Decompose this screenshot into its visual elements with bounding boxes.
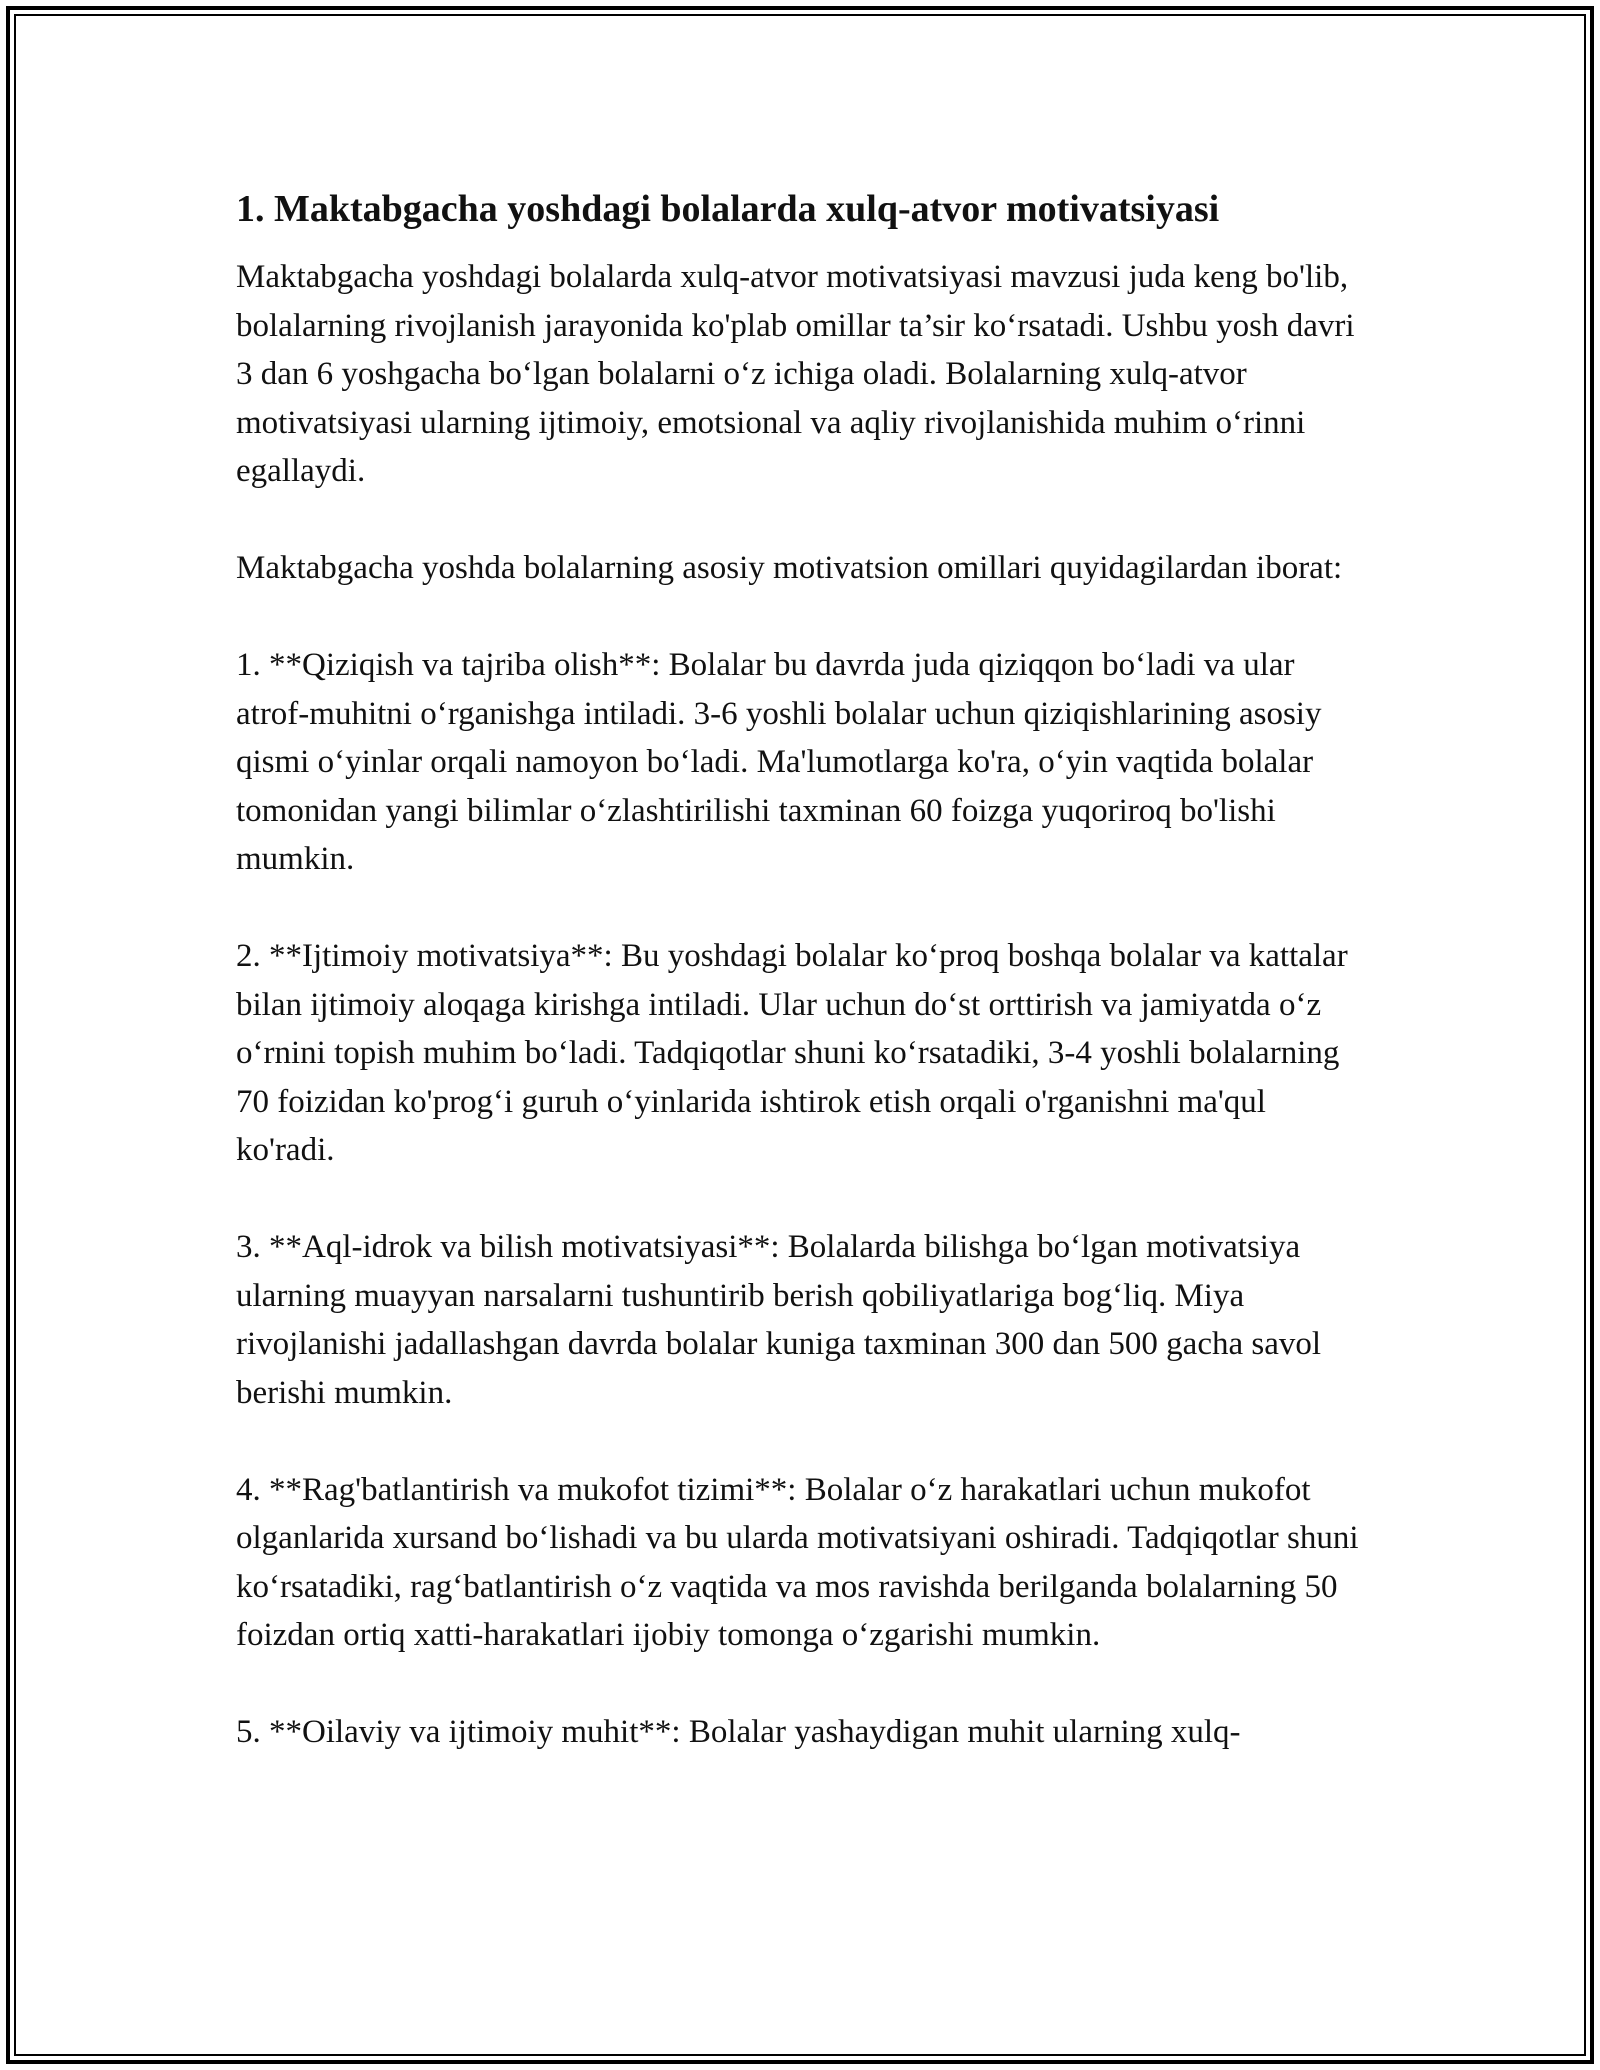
section-heading: 1. Maktabgacha yoshdagi bolalarda xulq-atvor motivatsiyasi — [236, 188, 1220, 230]
paragraph-item-1: 1. **Qiziqish va tajriba olish**: Bolalar bu davrda juda qiziqqon bo‘ladi va ular atrof-muhitni o‘rganishga intiladi. 3-6 yoshli bolalar uchun qiziqishlarining asosiy qismi o‘yinlar orqali namoyon bo‘ladi. Ma'lumotlarga ko'ra, o‘yin vaqtida bolalar tomonidan yangi bilimlar o‘zlashtirilishi taxminan 60 foizga yuqoriroq bo'lishi mumkin. — [236, 647, 1322, 877]
document-body — [236, 185, 1366, 1805]
paragraph-factors-intro: Maktabgacha yoshda bolalarning asosiy motivatsion omillari quyidagilardan iborat: — [236, 550, 1343, 586]
paragraph-item-3: 3. **Aql-idrok va bilish motivatsiyasi**: Bolalarda bilishga bo‘lgan motivatsiya ularning muayyan narsalarni tushuntirib berish qobiliyatlariga bog‘liq. Miya rivojlanishi jadallashgan davrda bolalar kuniga taxminan 300 dan 500 gacha savol berishi mumkin. — [236, 1229, 1322, 1411]
paragraph-item-2: 2. **Ijtimoiy motivatsiya**: Bu yoshdagi bolalar ko‘proq boshqa bolalar va kattalar bilan ijtimoiy aloqaga kirishga intiladi. Ular uchun do‘st orttirish va jamiyatda o‘z o‘rnini topish muhim bo‘ladi. Tadqiqotlar shuni ko‘rsatadiki, 3-4 yoshli bolalarning 70 foizidan ko'prog‘i guruh o‘yinlarida ishtirok etish orqali o'rganishni ma'qul ko'radi. — [236, 938, 1348, 1168]
paragraph-item-5: 5. **Oilaviy va ijtimoiy muhit**: Bolalar yashaydigan muhit ularning xulq- — [236, 1714, 1241, 1750]
paragraph-item-4: 4. **Rag'batlantirish va mukofot tizimi**: Bolalar o‘z harakatlari uchun mukofot olganlarida xursand bo‘lishadi va bu ularda motivatsiyani oshiradi. Tadqiqotlar shuni ko‘rsatadiki, rag‘batlantirish o‘z vaqtida va mos ravishda berilganda bolalarning 50 foizdan ortiq xatti-harakatlari ijobiy tomonga o‘zgarishi mumkin. — [236, 1471, 1359, 1653]
paragraph-intro: Maktabgacha yoshdagi bolalarda xulq-atvor motivatsiyasi mavzusi juda keng bo'lib, bolalarning rivojlanish jarayonida ko'plab omillar ta’sir ko‘rsatadi. Ushbu yosh davri 3 dan 6 yoshgacha bo‘lgan bolalarni o‘z ichiga oladi. Bolalarning xulq-atvor motivatsiyasi ularning ijtimoiy, emotsional va aqliy rivojlanishida muhim o‘rinni egallaydi. — [236, 259, 1355, 489]
